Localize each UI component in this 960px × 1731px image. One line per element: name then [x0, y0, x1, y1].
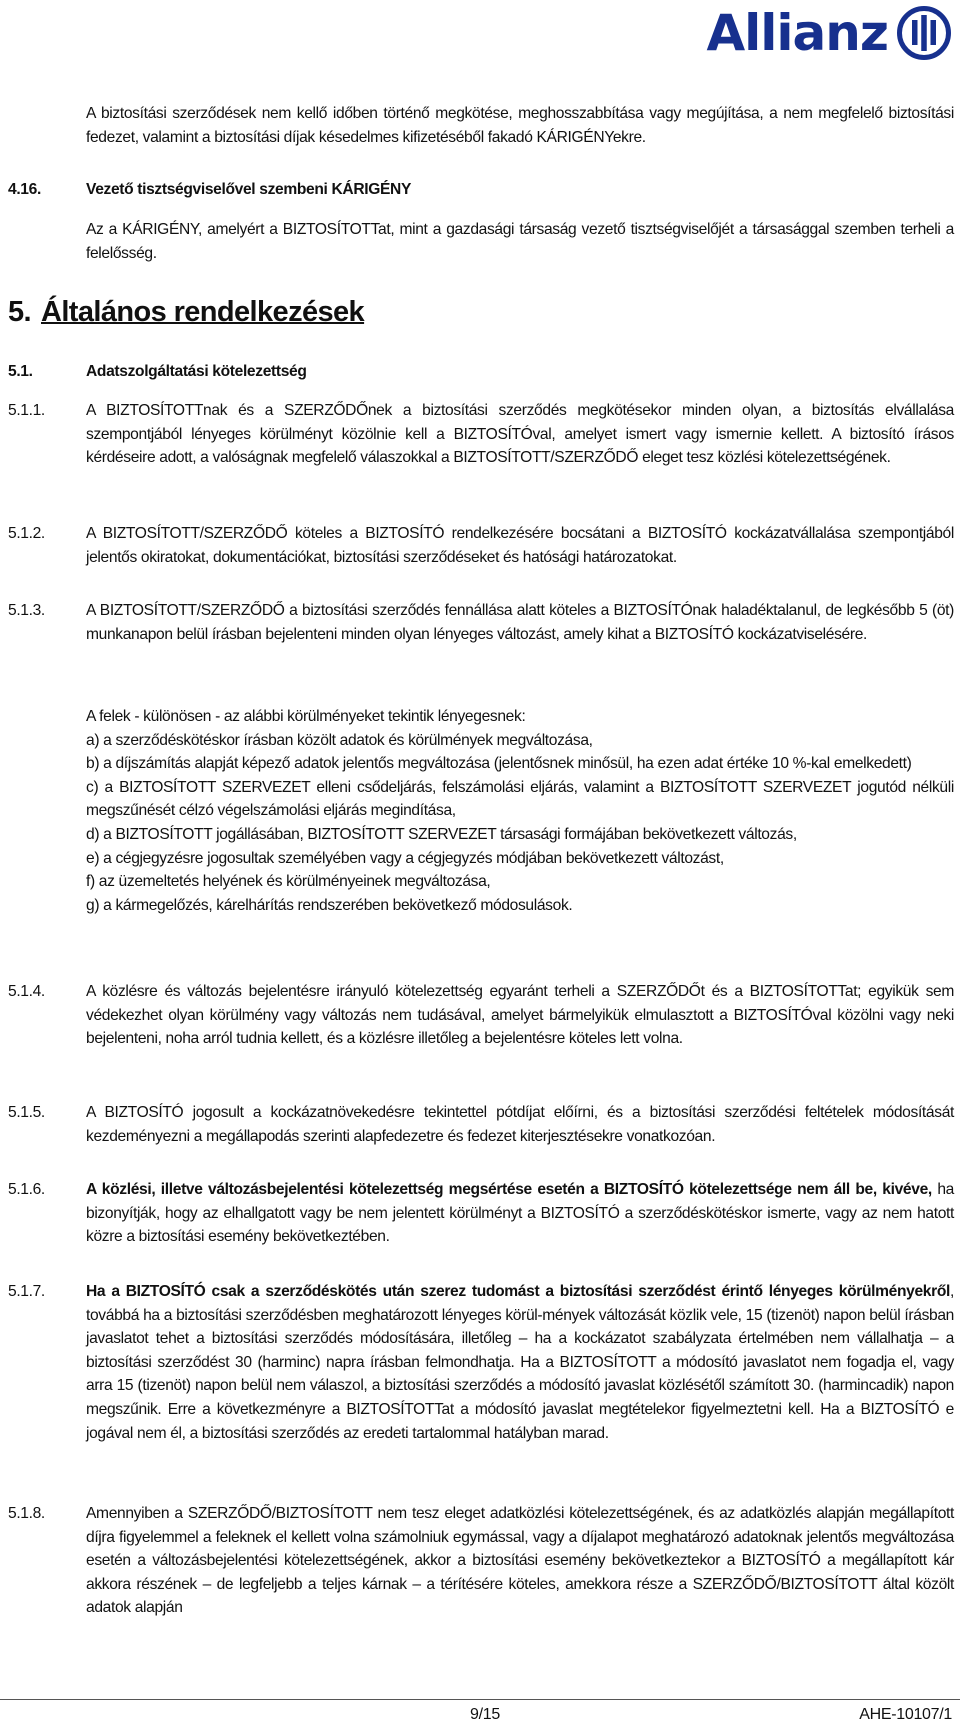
section-4-16-number: 4.16. [8, 181, 41, 198]
para-5-1-1-text: A BIZTOSÍTOTTnak és a SZERZŐDŐnek a biztosítási szerződés megkötésekor minden olyan, a biztosítás elvállalása szempontjából lényeges körülményt közölnie kell a BIZTOSÍTÓval, amelyet ismert vagy ismernie kellett. A biztosító írásos kérdéseire adott, a valóságnak megfelelő válaszokkal a BIZTOSÍTOTT/SZERZŐDŐ eleget tesz közlési kötelezettségének. [86, 402, 954, 467]
para-5-1-6-rest: ha bizonyítják, hogy az elhallgatott vagy be nem jelentett körülményt a BIZTOSÍTÓ a szerződéskötéskor ismerte, vagy az nem hatott közre a biztosítási esemény bekövetkeztében. [86, 1181, 954, 1246]
list-item: c) a BIZTOSÍTOTT SZERVEZET elleni csődeljárás, felszámolási eljárás, valamint a BIZTOSÍTOTT SZERVEZET jogutód nélküli megszűnését célzó végelszámolási eljárás megindítása, [86, 778, 954, 820]
para-5-1-4-number: 5.1.4. [8, 983, 45, 1000]
para-5-1-4-text: A közlésre és változás bejelentésre irányuló kötelezettség egyaránt terheli a SZERZŐDŐt és a BIZTOSÍTOTTat; egyikük sem védekezhet olyan körülmény vagy változás nem tudásával, amelyet bármelyikük elmulasztott a BIZTOSÍTÓval közölni vagy neki bejelenteni, noha arról tudnia kellett, és a közlésre illetőleg a bejelentésre köteles lett volna. [86, 983, 954, 1048]
para-5-1-2-text: A BIZTOSÍTOTT/SZERZŐDŐ köteles a BIZTOSÍTÓ rendelkezésére bocsátani a BIZTOSÍTÓ kockázatvállalása szempontjából jelentős okiratokat, dokumentációkat, biztosítási szerződéseket és hatósági határozatokat. [86, 525, 954, 566]
para-5-1-7-number: 5.1.7. [8, 1283, 45, 1300]
para-5-1-7-rest: , továbbá ha a biztosítási szerződésben meghatározott lényeges körül-mények változását közlik vele, 15 (tizenöt) napon belül írásban javaslatot tehet a biztosítási szerződés módosítására, illetőleg – ha a kockázatot szabályzata értelmében nem vállalhatja – a biztosítási szerződést 30 (harminc) napra írásban felmondhatja. Ha a BIZTOSÍTOTT a módosító javaslatot nem fogadja el, vagy arra 15 (tizenöt) napon belül nem válaszol, a biztosítási szerződés a módosító javaslat közlésétől számított 30. (harmincadik) napon megszűnik. Erre a következményre a BIZTOSÍTOTTat a módosító javaslat megtételekor figyelmeztetni kell. Ha a BIZTOSÍTÓ e jogával nem él, a biztosítási szerződés az eredeti tartalommal hatályban marad. [86, 1283, 954, 1442]
para-5-1-5-number: 5.1.5. [8, 1104, 45, 1121]
section-4-16-title: Vezető tisztségviselővel szembeni KÁRIGÉNY [86, 181, 412, 198]
list-item: b) a díjszámítás alapját képező adatok jelentős megváltozása (jelentősnek minősül, ha ezen adat értéke 10 %-kal emelkedett) [86, 755, 912, 773]
list-item: d) a BIZTOSÍTOTT jogállásában, BIZTOSÍTOTT SZERVEZET társasági formájában bekövetkezett változás, [86, 825, 797, 843]
intro-paragraph: A biztosítási szerződések nem kellő időben történő megkötése, meghosszabbítása vagy megújítása, a nem megfelelő biztosítási fedezet, valamint a biztosítási díjak késedelmes kifizetéséből fakadó KÁRIGÉNYekre. [86, 105, 954, 146]
para-5-1-2-number: 5.1.2. [8, 525, 45, 542]
para-5-1-7-bold: Ha a BIZTOSÍTÓ csak a szerződéskötés után szerez tudomást a biztosítási szerződést érintő lényeges körülményekről [86, 1283, 951, 1300]
logo-wordmark: Allianz [706, 4, 888, 62]
list-item: f) az üzemeltetés helyének és körülményeinek megváltozása, [86, 873, 491, 891]
para-5-1-6-number: 5.1.6. [8, 1181, 45, 1198]
para-5-1-7-text [86, 1280, 954, 1445]
section-5-1-number: 5.1. [8, 363, 33, 380]
para-5-1-1-number: 5.1.1. [8, 402, 45, 419]
section-5-number: 5. [8, 296, 31, 328]
page-number: 9/15 [470, 1706, 500, 1723]
page-footer [0, 1699, 960, 1730]
para-5-1-8-text: Amennyiben a SZERZŐDŐ/BIZTOSÍTOTT nem tesz eleget adatközlési kötelezettségének, és az adatközlés alapján megállapított díjra figyelemmel a feleknek el kellett volna számolniuk egymással, vagy a díjalapot meghatározó adatoknak jelentős megváltozása esetén a változásbejelentési kötelezettségének, akkor a biztosítási esemény bekövetkeztekor a BIZTOSÍTÓ a megállapított kár akkora részének – de legfeljebb a teljes kárnak – a térítésére köteles, amekkora része a SZERZŐDŐ/BIZTOSÍTOTT által közölt adatok alapján [86, 1505, 954, 1617]
para-5-1-8-number: 5.1.8. [8, 1505, 45, 1522]
para-5-1-3-list [86, 705, 954, 917]
allianz-eagle-icon [896, 5, 952, 61]
document-code: AHE-10107/1 [859, 1706, 952, 1723]
list-item: a) a szerződéskötéskor írásban közölt adatok és körülmények megváltozása, [86, 731, 593, 749]
list-item: e) a cégjegyzésre jogosultak személyében vagy a cégjegyzés módjában bekövetkezett változást, [86, 849, 724, 867]
list-item: g) a kármegelőzés, kárelhárítás rendszerében bekövetkező módosulások. [86, 896, 573, 914]
para-5-1-6-text [86, 1178, 954, 1249]
list-intro: A felek - különösen - az alábbi körülményeket tekintik lényegesnek: [86, 708, 526, 725]
para-5-1-6-bold: A közlési, illetve változásbejelentési kötelezettség megsértése esetén a BIZTOSÍTÓ kötelezettsége nem áll be, kivéve, [86, 1181, 932, 1198]
section-5-title: Általános rendelkezések [41, 296, 365, 328]
section-5-1-title: Adatszolgáltatási kötelezettség [86, 363, 307, 380]
section-5-heading [8, 294, 364, 330]
para-5-1-3-number: 5.1.3. [8, 602, 45, 619]
section-4-16-text: Az a KÁRIGÉNY, amelyért a BIZTOSÍTOTTat, mint a gazdasági társaság vezető tisztségviselőjét a társasággal szemben terheli a felelősség. [86, 221, 954, 262]
para-5-1-5-text: A BIZTOSÍTÓ jogosult a kockázatnövekedésre tekintettel pótdíjat előírni, és a biztosítási szerződési feltételek módosítását kezdeményezni a megállapodás szerinti alapfedezetre és fedezet kiterjesztésekre vonatkozóan. [86, 1104, 954, 1145]
allianz-logo [706, 2, 952, 64]
para-5-1-3-text: A BIZTOSÍTOTT/SZERZŐDŐ a biztosítási szerződés fennállása alatt köteles a BIZTOSÍTÓnak haladéktalanul, de legkésőbb 5 (öt) munkanapon belül írásban bejelenteni minden olyan lényeges változást, amely kihat a BIZTOSÍTÓ kockázatviselésére. [86, 602, 954, 643]
